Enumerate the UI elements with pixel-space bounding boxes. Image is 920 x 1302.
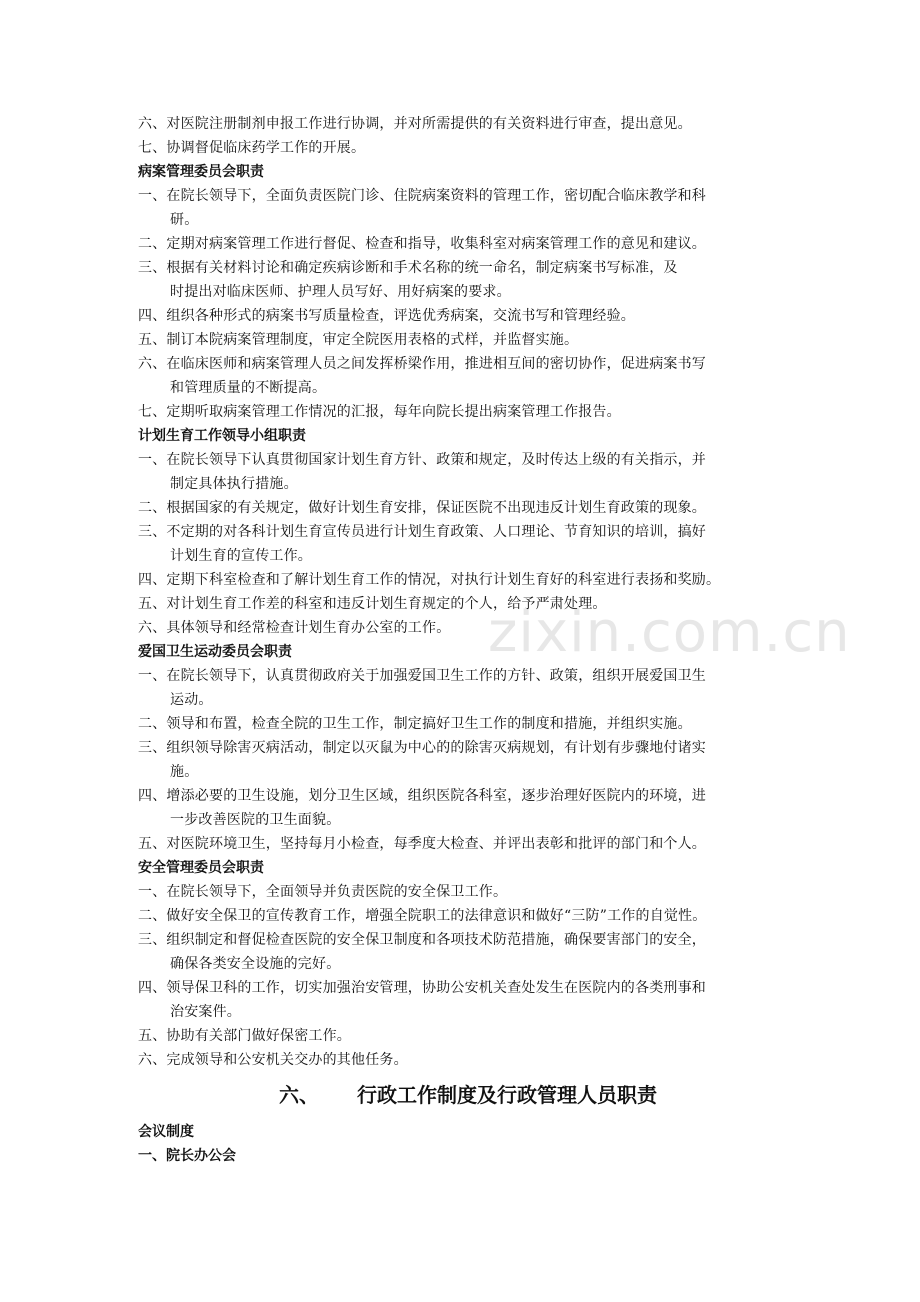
list-item <box>138 904 798 928</box>
list-item-text: 四、领导保卫科的工作，切实加强治安管理，协助公安机关查处发生在医院内的各类刑事和 <box>138 980 706 996</box>
list-item-continuation: 运动。 <box>170 692 213 708</box>
list-item <box>138 712 798 736</box>
list-item <box>138 784 798 832</box>
list-item <box>138 256 798 304</box>
list-item-text: 四、增添必要的卫生设施，划分卫生区域，组织医院各科室，逐步治理好医院内的环境，进 <box>138 788 706 804</box>
list-item-text: 三、组织制定和督促检查医院的安全保卫制度和各项技术防范措施，确保要害部门的安全， <box>138 932 706 948</box>
list-item-text: 二、定期对病案管理工作进行督促、检查和指导，收集科室对病案管理工作的意见和建议。 <box>138 236 706 252</box>
list-item <box>138 232 798 256</box>
list-item <box>138 304 798 328</box>
list-item-continuation: 时提出对临床医师、护理人员写好、用好病案的要求。 <box>170 284 511 300</box>
list-item-text: 四、组织各种形式的病案书写质量检查，评选优秀病案，交流书写和管理经验。 <box>138 308 635 324</box>
list-item-text: 七、定期听取病案管理工作情况的汇报，每年向院长提出病案管理工作报告。 <box>138 404 621 420</box>
list-item <box>138 520 798 568</box>
list-item <box>138 352 798 400</box>
list-item-text: 三、不定期的对各科计划生育宣传员进行计划生育政策、人口理论、节育知识的培训，搞好 <box>138 524 706 540</box>
list-item-text: 五、对计划生育工作差的科室和违反计划生育规定的个人，给予严肃处理。 <box>138 596 607 612</box>
list-item-text: 四、定期下科室检查和了解计划生育工作的情况，对执行计划生育好的科室进行表扬和奖励。 <box>138 572 721 588</box>
list-item <box>138 496 798 520</box>
list-item-text: 五、协助有关部门做好保密工作。 <box>138 1028 351 1044</box>
list-item-text: 一、在院长领导下，全面领导并负责医院的安全保卫工作。 <box>138 884 508 900</box>
list-item-text: 三、组织领导除害灭病活动，制定以灭鼠为中心的的除害灭病规划，有计划有步骤地付诸实 <box>138 740 706 756</box>
list-item-text: 五、对医院环境卫生，坚持每月小检查，每季度大检查、并评出表彰和批评的部门和个人。 <box>138 836 706 852</box>
list-item-continuation: 和管理质量的不断提高。 <box>170 380 327 396</box>
list-item <box>138 736 798 784</box>
list-item-text: 六、完成领导和公安机关交办的其他任务。 <box>138 1052 408 1068</box>
list-item-continuation: 施。 <box>170 764 199 780</box>
list-item <box>138 400 798 424</box>
list-item-text: 一、在院长领导下认真贯彻国家计划生育方针、政策和规定，及时传达上级的有关指示，并 <box>138 452 706 468</box>
list-item <box>138 112 798 136</box>
list-item-text: 六、在临床医师和病案管理人员之间发挥桥梁作用，推进相互间的密切协作，促进病案书写 <box>138 356 706 372</box>
list-item <box>138 616 798 640</box>
subsection-heading: 会议制度 <box>138 1124 194 1140</box>
list-item-text: 一、在院长领导下，全面负责医院门诊、住院病案资料的管理工作，密切配合临床教学和科 <box>138 188 706 204</box>
list-item <box>138 568 798 592</box>
list-item <box>138 184 798 232</box>
list-item-text: 三、根据有关材料讨论和确定疾病诊断和手术名称的统一命名，制定病案书写标准，及 <box>138 260 678 276</box>
list-item <box>138 880 798 904</box>
list-item-continuation: 计划生育的宣传工作。 <box>170 548 312 564</box>
chapter-heading <box>138 1080 798 1110</box>
list-item-continuation: 一步改善医院的卫生面貌。 <box>170 812 341 828</box>
list-item-text: 二、根据国家的有关规定，做好计划生育安排，保证医院不出现违反计划生育政策的现象。 <box>138 500 706 516</box>
list-item <box>138 592 798 616</box>
list-item <box>138 1024 798 1048</box>
chapter-title: 行政工作制度及行政管理人员职责 <box>357 1083 657 1107</box>
list-item-text: 七、协调督促临床药学工作的开展。 <box>138 140 366 156</box>
document-page <box>138 112 798 1168</box>
list-item <box>138 328 798 352</box>
list-item <box>138 832 798 856</box>
list-item-text: 一、在院长领导下，认真贯彻政府关于加强爱国卫生工作的方针、政策，组织开展爱国卫生 <box>138 668 706 684</box>
list-item <box>138 1048 798 1072</box>
list-item-text: 六、具体领导和经常检查计划生育办公室的工作。 <box>138 620 451 636</box>
subsection-heading: 一、院长办公会 <box>138 1148 236 1164</box>
list-item <box>138 928 798 976</box>
list-item <box>138 448 798 496</box>
list-item-continuation: 研。 <box>170 212 199 228</box>
list-item-text: 五、制订本院病案管理制度，审定全院医用表格的式样，并监督实施。 <box>138 332 579 348</box>
section-heading: 安全管理委员会职责 <box>138 860 264 876</box>
section-heading: 病案管理委员会职责 <box>138 164 264 180</box>
list-item-continuation: 治安案件。 <box>170 1004 241 1020</box>
section-heading: 爱国卫生运动委员会职责 <box>138 644 292 660</box>
chapter-number: 六、 <box>279 1083 319 1107</box>
document-body <box>138 112 798 1072</box>
list-item-text: 六、对医院注册制剂申报工作进行协调，并对所需提供的有关资料进行审查，提出意见。 <box>138 116 692 132</box>
list-item-continuation: 确保各类安全设施的完好。 <box>170 956 341 972</box>
list-item <box>138 976 798 1024</box>
list-item <box>138 664 798 712</box>
list-item-text: 二、领导和布置，检查全院的卫生工作，制定搞好卫生工作的制度和措施，并组织实施。 <box>138 716 692 732</box>
list-item-continuation: 制定具体执行措施。 <box>170 476 298 492</box>
section-heading: 计划生育工作领导小组职责 <box>138 428 306 444</box>
list-item <box>138 136 798 160</box>
list-item-text: 二、做好安全保卫的宣传教育工作，增强全院职工的法律意识和做好“三防”工作的自觉性。 <box>138 908 707 924</box>
watermark: zixin.com.cn <box>488 600 851 665</box>
